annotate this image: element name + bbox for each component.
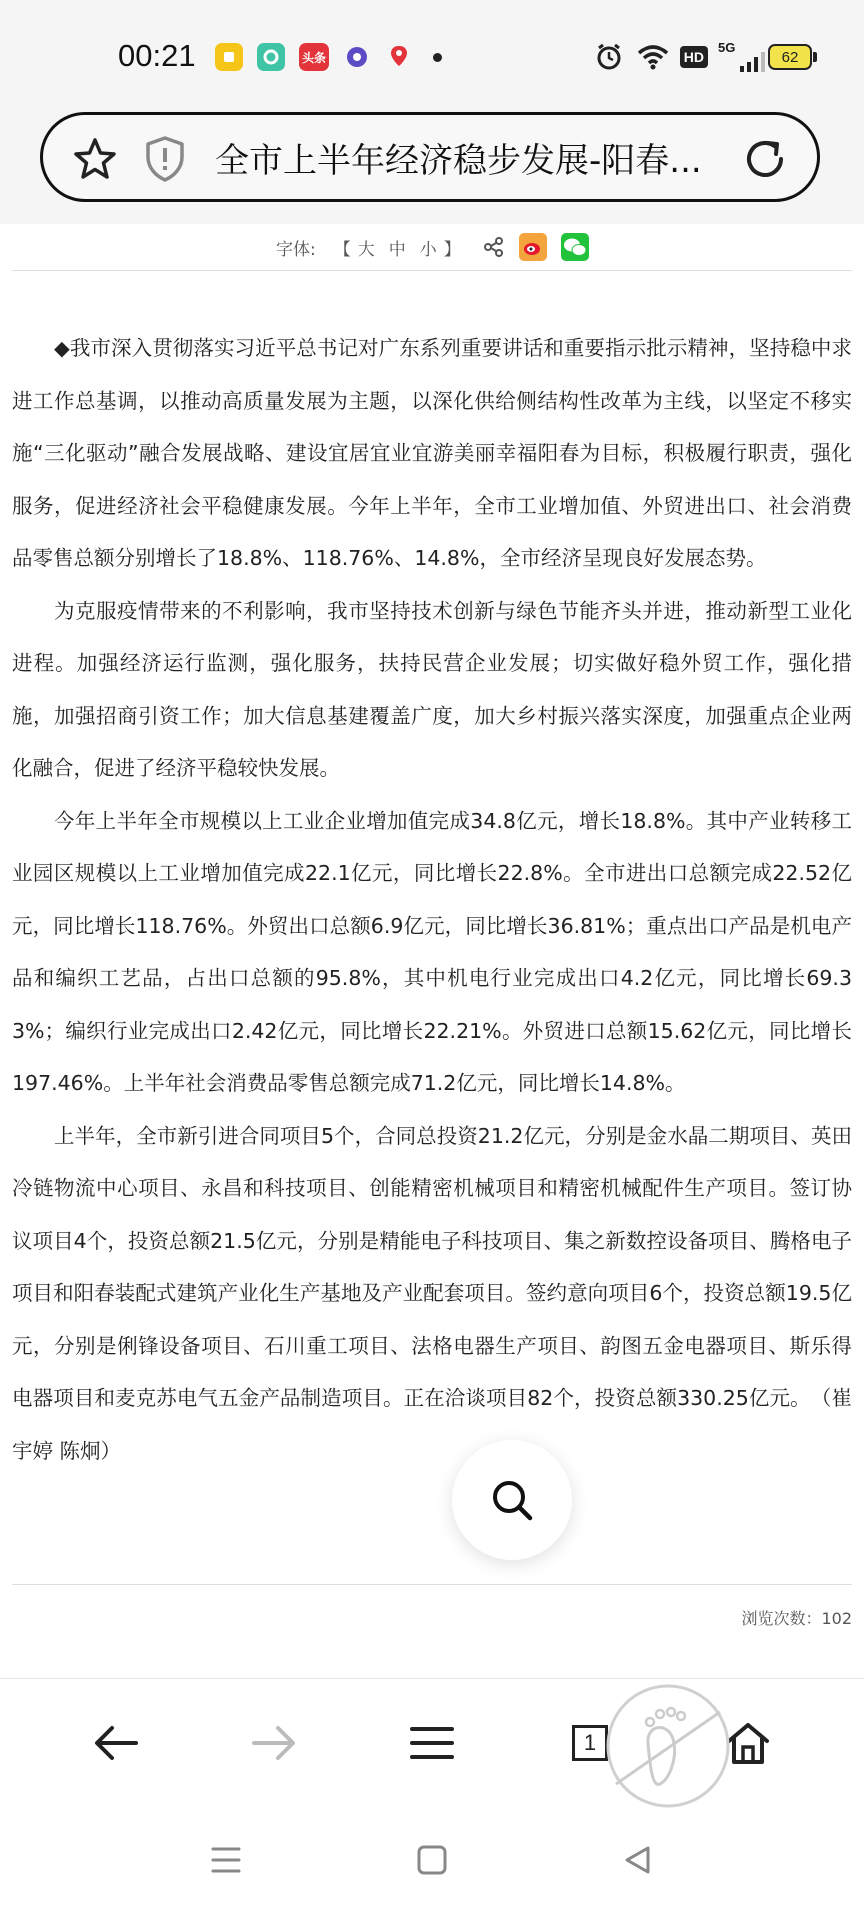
toutiao-label: 头条	[301, 50, 326, 65]
bookmark-star-icon[interactable]	[71, 135, 119, 187]
weibo-icon[interactable]	[519, 233, 547, 261]
browser-toolbar	[0, 112, 864, 224]
footprint-watermark-icon	[598, 1684, 738, 1808]
menu-button[interactable]	[402, 1713, 462, 1773]
article-paragraph: 今年上半年全市规模以上工业企业增加值完成34.8亿元，增长18.8%。其中产业转移工业园区规模以上工业增加值完成22.1亿元，同比增长22.8%。全市进出口总额完成22.52亿元，同比增长118.76%。外贸出口总额6.9亿元，同比增长36.81%；重点出口产品是机电产品和编织工艺品，占出口总额的95.8%，其中机电行业完成出口4.2亿元，同比增长69.33%；编织行业完成出口2.42亿元，同比增长22.21%。外贸进口总额15.62亿元，同比增长197.46%。上半年社会消费品零售总额完成71.2亿元，同比增长14.8%。	[12, 808, 852, 1095]
notification-icons	[215, 42, 442, 72]
article-paragraph: 上半年，全市新引进合同项目5个，合同总投资21.2亿元，分别是金水晶二期项目、英田冷链物流中心项目、永昌和科技项目、创能精密机械项目和精密机械配件生产项目。签订协议项目4个，投资总额21.5亿元，分别是精能电子科技项目、集之新数控设备项目、腾格电子项目和阳春装配式建筑产业化生产基地及产业配套项目。签约意向项目6个，投资总额19.5亿元，分别是俐锋设备项目、石川重工项目、法格电器生产项目、韵图五金电器项目、斯乐得电器项目和麦克苏电气五金产品制造项目。正在洽谈项目82个，投资总额330.25亿元。 （崔宇婷 陈炯）	[12, 1123, 852, 1463]
font-label: 字体:	[276, 239, 316, 260]
forward-arrow-icon	[250, 1723, 298, 1763]
address-bar[interactable]	[40, 112, 820, 202]
back-arrow-icon	[92, 1723, 140, 1763]
hd-icon	[680, 46, 708, 68]
browser-app-icon	[343, 43, 371, 71]
page-title[interactable]: 全市上半年经济稳步发展-阳春...	[215, 141, 702, 181]
system-home-icon[interactable]	[416, 1844, 448, 1876]
signal-icon	[718, 42, 754, 72]
article-body	[12, 322, 852, 1477]
article-paragraph: ◆我市深入贯彻落实习近平总书记对广东系列重要讲话和重要指示批示精神，坚持稳中求进工作总基调，以推动高质量发展为主题，以深化供给侧结构性改革为主线，以坚定不移实施“三化驱动”融合发展战略、建设宜居宜业宜游美丽幸福阳春为目标，积极履行职责，强化服务，促进经济社会平稳健康发展。今年上半年，全市工业增加值、外贸进出口、社会消费品零售总额分别增长了18.8%、118.76%、14.8%，全市经济呈现良好发展态势。	[12, 336, 852, 570]
floating-search-button[interactable]	[452, 1440, 572, 1560]
menu-icon	[410, 1726, 454, 1760]
header-divider	[12, 270, 852, 271]
wifi-icon	[636, 43, 670, 71]
article-paragraph: 为克服疫情带来的不利影响，我市坚持技术创新与绿色节能齐头并进，推动新型工业化进程。加强经济运行监测，强化服务，扶持民营企业发展；切实做好稳外贸工作，强化措施，加强招商引资工作；加大信息基建覆盖广度，加大乡村振兴落实深度，加强重点企业两化融合，促进了经济平稳较快发展。	[12, 598, 852, 780]
back-button[interactable]	[86, 1713, 146, 1773]
camera-app-icon	[257, 43, 285, 71]
status-bar	[0, 0, 864, 112]
footer-divider	[12, 1584, 852, 1585]
system-status-icons	[582, 40, 812, 74]
view-count: 浏览次数：102	[741, 1609, 852, 1628]
bracket-open: 【	[333, 239, 351, 260]
forward-button[interactable]	[244, 1713, 304, 1773]
system-back-icon[interactable]	[622, 1844, 654, 1876]
search-icon	[488, 1476, 536, 1524]
notes-app-icon	[215, 43, 243, 71]
alarm-icon	[594, 42, 624, 72]
font-size-row	[0, 224, 864, 270]
more-notifications-dot	[433, 53, 442, 62]
status-time: 00:21	[118, 38, 196, 73]
battery-level: 62	[781, 48, 799, 66]
battery-indicator	[768, 44, 812, 70]
font-small-button[interactable]: 小	[419, 239, 437, 260]
map-pin-app-icon	[385, 43, 413, 71]
wechat-icon[interactable]	[561, 233, 589, 261]
font-large-button[interactable]: 大	[357, 239, 375, 260]
bracket-close: 】	[443, 239, 461, 260]
refresh-icon[interactable]	[741, 135, 789, 187]
recent-apps-icon[interactable]	[210, 1844, 242, 1876]
tab-count: 1	[583, 1730, 597, 1755]
font-medium-button[interactable]: 中	[388, 239, 406, 260]
security-shield-icon[interactable]	[143, 135, 187, 187]
share-icon[interactable]	[483, 236, 505, 258]
network-label: 5G	[718, 40, 736, 55]
system-nav-bar	[0, 1810, 864, 1920]
toutiao-app-icon	[299, 43, 329, 71]
hd-label: HD	[683, 49, 704, 65]
